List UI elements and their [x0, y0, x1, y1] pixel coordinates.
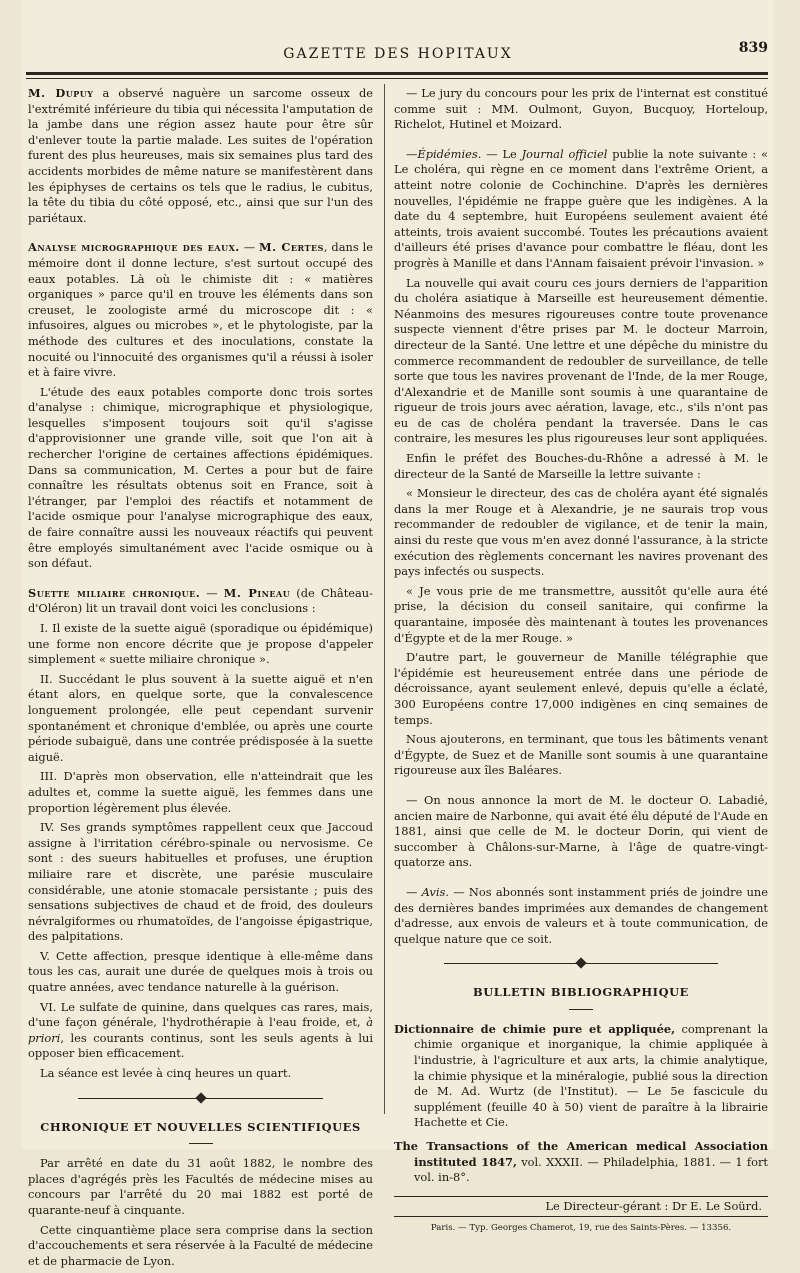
epidemies-text-a: — Le	[481, 146, 522, 161]
bib-entry-transactions	[394, 1139, 768, 1186]
director-signature: Le Directeur-gérant : Dr E. Le Soürd.	[394, 1196, 768, 1218]
epidemies-paragraph	[394, 147, 768, 272]
ornament-divider	[78, 1094, 323, 1104]
dupuy-text: a observé naguère un sarcome osseux de l'extrémité inférieure du tibia qui nécessita l'amputation de la jambe dans une région assez haute pour être sûr d'enlever toute la partie malade. Les suites de l'opération furent des plus heureuses, mais six semaines plus tard des accidents morbides de même nature se manifestèrent dans les épiphyses de certains os tels que le radius, le cubitus, la tête du tibia du côté opposé, etc., ainsi que sur l'un des pariétaux.	[28, 86, 373, 225]
short-rule	[189, 1143, 213, 1144]
ornament-divider-right	[444, 959, 718, 969]
epidemies-paragraph-2: La nouvelle qui avait couru ces jours derniers de l'apparition du choléra asiatique à Marseille est heureusement démentie. Néanmoins des mesures rigoureuses contre toute provenance suspecte viennent d'être prises par M. le docteur Marroin, directeur de la Santé. Une lettre et une dépêche du ministre du commerce recommandent de redoubler de surveillance, de telle sorte que tous les navires provenant de l'Inde, de la mer Rouge, d'Alexandrie et de Manille sont soumis à une quarantaine de rigueur de trois jours avec aération, lavage, etc., s'ils n'ont pas eu de cas de choléra pendant la traversée. Dans le cas contraire, les mesures les plus rigoureuses leur sont appliquées.	[394, 275, 768, 446]
page-number: 839	[738, 40, 768, 56]
bib-entry-transactions-text: vol. XXXII. — Philadelphia, 1881. — 1 fort vol. in-8°.	[414, 1154, 768, 1185]
eaux-paragraph: Analyse micrographique des eaux. — M. Certes, dans le mémoire dont il donne lecture, s'est surtout occupé des eaux potables. Là où le chimiste dit : « matières organiques » parce qu'il en trouve les éléments dans son creuset, le zoologiste armé du microscope dit : « infusoires, algues ou microbes », et le phytologiste, par la méthode des cultures et des inoculations, constate la nocuité ou l'innocuité des organismes qu'il a réussi à isoler et à faire vivre.	[28, 240, 373, 380]
bib-entry-dictionnaire-text: comprenant la chimie organique et inorganique, la chimie appliquée à l'industrie, à l'agriculture et aux arts, la chimie analytique, la chimie physique et la minéralogie, publié sous la direction de M. Ad. Wurtz (de l'Institut). — Le 5e fascicule du supplément (feuille 40 à 50) vient de paraître à la librairie Hachette et Cie.	[414, 1021, 769, 1130]
eaux-heading: Analyse micrographique des eaux.	[28, 240, 240, 255]
epidemies-paragraph-3: Enfin le préfet des Bouches-du-Rhône a adressé à M. le directeur de la Santé de Marseille la lettre suivante :	[394, 451, 768, 481]
session-closing: La séance est levée à cinq heures un quart.	[40, 1066, 292, 1081]
conclusion-6	[28, 1000, 373, 1062]
chronique-title: CHRONIQUE ET NOUVELLES SCIENTIFIQUES	[40, 1119, 361, 1134]
jury-paragraph: — Le jury du concours pour les prix de l'internat est constitué comme suit : MM. Oulmont, Guyon, Bucquoy, Horteloup, Richelot, Hutinel et Moizard.	[394, 86, 768, 132]
right-column	[394, 86, 768, 1237]
bulletin-title: BULLETIN BIBLIOGRAPHIQUE	[473, 985, 689, 1000]
labadie-paragraph: — On nous annonce la mort de M. le docteur O. Labadié, ancien maire de Narbonne, qui avait été élu député de l'Aude en 1881, ainsi que celle de M. le docteur Dorin, qui vient de succomber à Châlons-sur-Marne, à l'âge de quatre-vingt-quatorze ans.	[394, 792, 768, 870]
eaux-author: M. Certes	[259, 240, 324, 255]
epidemies-heading: —Épidémies.	[406, 146, 482, 161]
conclusion-6-text-a: VI. Le sulfate de quinine, dans quelques cas rares, mais, d'une façon générale, l'hydrothérapie à l'eau froide, et,	[28, 999, 373, 1030]
short-rule-right	[569, 1009, 593, 1010]
conclusion-6-text-b: , les courants continus, sont les seuls agents à lui opposer bien efficacement.	[28, 1030, 373, 1061]
bib-entry-transactions-title: The Transactions of the American medical Association instituted 1847,	[394, 1139, 768, 1169]
conclusion-6-italic: à priori	[28, 1015, 373, 1045]
conclusion-4: IV. Ses grands symptômes rappellent ceux que Jaccoud assigne à l'irritation cérébro-spinale ou nervosisme. Ce sont : des sueurs habituelles et profuses, une éruption miliaire rare et discrète, une parésie musculaire considérable, une atonie stomacale persistante ; puis des sensations subjectives de chaud et de froid, des douleurs névralgiformes ou rhumatoïdes, de l'angoisse épigastrique, des palpitations.	[28, 820, 373, 944]
epidemies-paragraph-6: D'autre part, le gouverneur de Manille télégraphie que l'épidémie est heureusement entrée dans une période de décroissance, ayant seulement enlevé, depuis qu'elle a éclaté, 300 Européens contre 17,000 indigènes en cinq semaines de temps.	[394, 650, 768, 727]
suette-author: M. Pineau	[223, 585, 291, 600]
newspaper-page	[22, 0, 774, 1268]
suette-heading: Suette miliaire chronique.	[28, 585, 201, 600]
suette-text: (de Château-d'Oléron) lit un travail dont voici les conclusions :	[28, 585, 373, 616]
suette-paragraph: Suette miliaire chronique. — M. Pineau (de Château-d'Oléron) lit un travail dont voici les conclusions :	[28, 585, 373, 616]
bib-entry-dictionnaire-title: Dictionnaire de chimie pure et appliquée,	[394, 1021, 676, 1036]
journal-officiel: Journal officiel	[521, 146, 608, 161]
column-divider	[384, 84, 385, 1114]
conclusion-2: II. Succédant le plus souvent à la suette aiguë et n'en étant alors, en quelque sorte, que la convalescence longuement prolongée, elle peut cependant survenir spontanément et chronique d'emblée, ou après une courte période subaiguë, dans une contrée prédisposée à la suette aiguë.	[28, 671, 373, 764]
page-header-title: GAZETTE DES HOPITAUX	[283, 46, 513, 62]
epidemies-paragraph-5: « Je vous prie de me transmettre, aussitôt qu'elle aura été prise, la décision du conseil sanitaire, qui confirme la quarantaine, imposée dès maintenant à toutes les provenances d'Égypte et de la mer Rouge. »	[394, 583, 768, 645]
bib-entry-dictionnaire	[394, 1022, 768, 1131]
dupuy-lead: M. Dupuy	[28, 86, 94, 100]
chronique-paragraph-2: Cette cinquantième place sera comprise dans la section d'accouchements et sera réservée à la Faculté de médecine et de pharmacie de Lyon.	[28, 1222, 373, 1268]
header-rule-thin	[26, 78, 768, 79]
avis-text: — Nos abonnés sont instamment priés de joindre une des dernières bandes imprimées aux demandes de changement d'adresse, aux envois de valeurs et à toute communication, de quelque nature que ce soit.	[394, 884, 769, 946]
epidemies-paragraph-7: Nous ajouterons, en terminant, que tous les bâtiments venant d'Égypte, de Suez et de Manille sont soumis à une quarantaine rigoureuse aux îles Baléares.	[394, 732, 768, 778]
printer-footer: Paris. — Typ. Georges Chamerot, 19, rue des Saints-Pères. — 13356.	[430, 1223, 732, 1234]
epidemies-paragraph-4: « Monsieur le directeur, des cas de choléra ayant été signalés dans la mer Rouge et à Alexandrie, je ne saurais trop vous recommander de redoubler de vigilance, et de tenir la main, ainsi du reste que vous m'en avez donné l'assurance, à la stricte exécution des règlements concernant les navires provenant des pays infectés ou suspects.	[394, 486, 768, 579]
avis-paragraph	[394, 885, 768, 947]
epidemies-text-b: publie la note suivante : « Le choléra, qui règne en ce moment dans l'extrême Orient, a atteint notre colonie de Cochinchine. D'après les dernières nouvelles, l'épidémie ne frappe guère que les indigènes. A la date du 4 septembre, huit Européens seulement avaient été atteints, trois avaient succombé. Toutes les précautions avaient d'ailleurs été prises d'avance pour combattre le fléau, dont les progrès à Manille et dans l'Annam faisaient prévoir l'invasion. »	[394, 146, 768, 270]
eaux-paragraph-2: L'étude des eaux potables comporte donc trois sortes d'analyse : chimique, micrographique et physiologique, lesquelles s'imposent toujours soit qu'il s'agisse d'approvisionner une grande ville, soit que l'on ait à rechercher l'origine de certaines affections épidémiques. Dans sa communication, M. Certes a pour but de faire connaître les résultats obtenus soit en France, soit à l'étranger, par l'emploi des réactifs et notamment de l'acide osmique pour l'analyse micrographique des eaux, de faire connaître aussi les nouveaux réactifs qui peuvent être employés simultanément avec l'acide osmique ou à son défaut.	[28, 384, 373, 571]
avis-heading: — Avis.	[406, 884, 449, 899]
chronique-paragraph-1: Par arrêté en date du 31 août 1882, le nombre des places d'agrégés près les Facultés de médecine mises au concours par l'arrêté du 20 mai 1882 est porté de quarante-neuf à cinquante.	[28, 1156, 373, 1217]
eaux-text: , dans le mémoire dont il donne lecture, s'est surtout occupé des eaux potables. Là où le chimiste dit : « matières organiques » parce qu'il en trouve les éléments dans son creuset, le zoologiste armé du microscope dit : « infusoires, algues ou microbes », et le phytologiste, par la méthode des cultures et des inoculations, constate la nocuité ou l'innocuité des organismes qu'il a réussi à isoler et à faire vivre.	[28, 240, 373, 380]
conclusion-3: III. D'après mon observation, elle n'atteindrait que les adultes et, comme la suette aiguë, les femmes dans une proportion légèrement plus élevée.	[28, 769, 373, 815]
left-column	[28, 86, 373, 1273]
conclusion-1: I. Il existe de la suette aiguë (sporadique ou épidémique) une forme non encore décrite que je propose d'appeler simplement « suette miliaire chronique ».	[28, 621, 373, 667]
conclusion-5: V. Cette affection, presque identique à elle-même dans tous les cas, aurait une durée de quelques mois à trois ou quatre années, avec tendance naturelle à la guérison.	[28, 948, 373, 995]
header-rule-thick	[26, 72, 768, 75]
dupuy-paragraph	[28, 86, 373, 226]
